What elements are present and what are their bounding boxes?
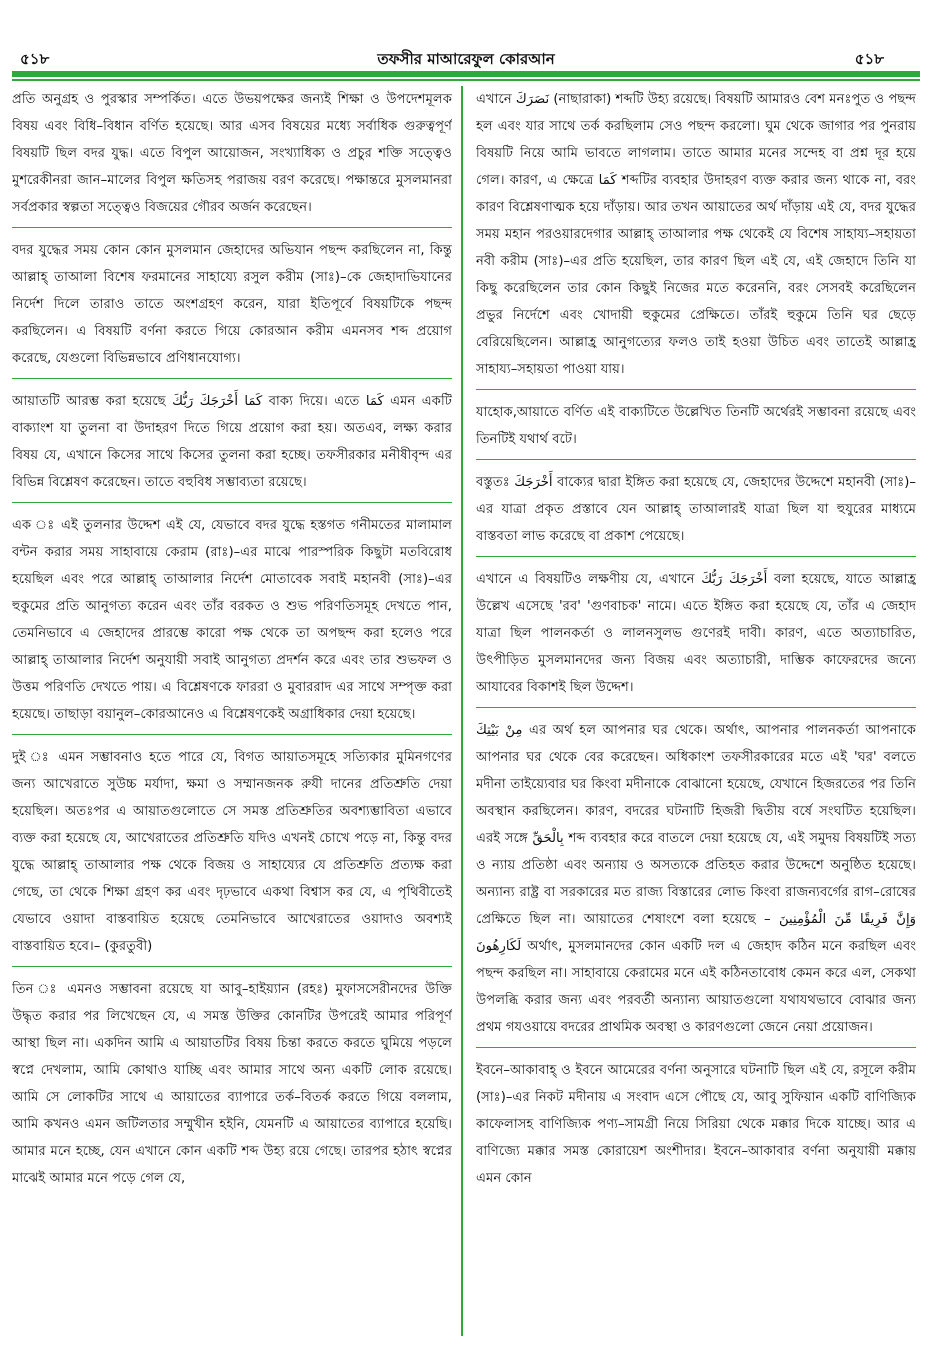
paragraph: যাহোক,আয়াতে বর্ণিত এই বাক্যটিতে উল্লেখিত তিনটি অর্থেরই সম্ভাবনা রয়েছে এবং তিনটিই যথার্থ বটে। [476, 399, 916, 460]
left-column [12, 86, 452, 1336]
paragraph: প্রতি অনুগ্রহ ও পুরস্কার সম্পর্কিত। এতে উভয়পক্ষের জন্যই শিক্ষা ও উপদেশমূলক বিষয় এবং বিধি–বিধান বর্ণিত হয়েছে। আর এসব বিষয়ের মধ্যে সর্বাধিক গুরুত্বপূর্ণ বিষয়টি ছিল বদর যুদ্ধ। এতে বিপুল আয়োজন, সংখ্যাধিক্য ও প্রচুর শক্তি সত্ত্বেও মুশরেকীনরা জান–মালের বিপুল ক্ষতিসহ পরাজয় বরণ করেছে। পক্ষান্তরে মুসলমানরা সর্বপ্রকার স্বল্পতা সত্ত্বেও বিজয়ের গৌরব অর্জন করেছেন। [12, 86, 452, 228]
paragraph: ইবনে–আকাবাহ্ ও ইবনে আমেরের বর্ণনা অনুসারে ঘটনাটি ছিল এই যে, রসূলে করীম (সাঃ)–এর নিকট মদীনায় এ সংবাদ এসে পৌছে যে, আবু সুফিয়ান একটি বাণিজ্যিক কাফেলাসহ বাণিজ্যিক পণ্য–সামগ্রী নিয়ে সিরিয়া থেকে মক্কার দিকে যাচ্ছে। আর এ বাণিজ্যে মক্কার সমস্ত কোরায়েশ অংশীদার। ইবনে–আকাবার বর্ণনা অনুযায়ী মক্কায় এমন কোন [476, 1063, 916, 1186]
text-columns [0, 86, 932, 1336]
paragraph: দুই ঃ এমন সম্ভাবনাও হতে পারে যে, বিগত আয়াতসমূহে সত্যিকার মুমিনগণের জন্য আখেরাতে সুউচ্চ মর্যাদা, ক্ষমা ও সম্মানজনক রুযী দানের প্রতিশ্রুতি দেয়া হয়েছিল। অতঃপর এ আয়াতগুলোতে সে সমস্ত প্রতিশ্রুতির অবশ্যম্ভাবিতা এভাবে ব্যক্ত করা হয়েছে যে, আখেরাতের প্রতিশ্রুতি যদিও এখনই চোখে পড়ে না, কিন্তু বদর যুদ্ধে আল্লাহ্ তাআলার পক্ষ থেকে বিজয় ও সাহায্যের যে প্রতিশ্রুতি প্রত্যক্ষ করা গেছে, তা থেকে শিক্ষা গ্রহণ কর এবং দৃঢ়ভাবে একথা বিশ্বাস কর যে, এ পৃথিবীতেই যেভাবে ওয়াদা বাস্তবায়িত হয়েছে তেমনিভাবে আখেরাতের ওয়াদাও অবশ্যই বাস্তবায়িত হবে।– (কুরতুবী) [12, 744, 452, 967]
paragraph: مِنْ بَيْتِكَ এর অর্থ হল আপনার ঘর থেকে। অর্থাৎ, আপনার পালনকর্তা আপনাকে আপনার ঘর থেকে বের করেছেন। অধিকাংশ তফসীরকারের মতে এই 'ঘর' বলতে মদীনা তাইয়্যেবার ঘর কিংবা মদীনাকে বোঝানো হয়েছে, যেখানে হিজরতের পর তিনি অবস্থান করছিলেন। কারণ, বদরের ঘটনাটি হিজরী দ্বিতীয় বর্ষে সংঘটিত হয়েছিল। এরই সঙ্গে بِالْحَقِّ শব্দ ব্যবহার করে বাতলে দেয়া হয়েছে যে, এই সমুদয় বিষয়টিই সত্য ও ন্যায় প্রতিষ্ঠা এবং অন্যায় ও অসত্যকে প্রতিহত করার উদ্দেশে অনুষ্ঠিত হয়েছে। অন্যান্য রাষ্ট্র বা সরকারের মত রাজ্য বিস্তারের লোভ কিংবা রাজন্যবর্গের রাগ–রোষের প্রেক্ষিতে ছিল না। আয়াতের শেষাংশে বলা হয়েছে – وَإِنَّ فَرِيقًا مِّنَ الْمُؤْمِنِينَ لَكَارِهُونَ অর্থাৎ, মুসলমানদের কোন একটি দল এ জেহাদ কঠিন মনে করছিল এবং পছন্দ করছিল না। সাহাবায়ে কেরামের মনে এই কঠিনতাবোধ কেমন করে এল, সেকথা উপলব্ধি করার জন্য এবং পরবর্তী অন্যান্য আয়াতগুলো যথাযথভাবে বোঝার জন্য প্রথম গযওয়ায়ে বদরের প্রাথমিক অবস্থা ও কারণগুলো জেনে নেয়া প্রয়োজন। [476, 717, 916, 1048]
paragraph: তিন ঃ এমনও সম্ভাবনা রয়েছে যা আবু–হাইয়্যান (রহঃ) মুফাসসেরীনদের উক্তি উদ্ধৃত করার পর লিখেছেন যে, এ সমস্ত উক্তির কোনটির উপরেই আমার পরিপূর্ণ আস্থা ছিল না। একদিন আমি এ আয়াতটির বিষয় চিন্তা করতে করতে ঘুমিয়ে পড়লে স্বপ্নে দেখলাম, আমি কোথাও যাচ্ছি এবং আমার সাথে অন্য একটি লোক রয়েছে। আমি সে লোকটির সাথে এ আয়াতের ব্যাপারে তর্ক–বিতর্ক করতে গিয়ে বললাম, আমি কখনও এমন জটিলতার সম্মুখীন হইনি, যেমনটি এ আয়াতের ব্যাপারে হয়েছি। আমার মনে হচ্ছে, যেন এখানে কোন একটি শব্দ উহ্য রয়ে গেছে। তারপর হঠাৎ স্বপ্নের মাঝেই আমার মনে পড়ে গেল যে, [12, 982, 452, 1186]
page-number-left: ৫১৮ [20, 50, 50, 68]
header-rule [12, 71, 920, 77]
page-number-right: ৫১৮ [854, 50, 884, 68]
running-title: তফসীর মাআরেফুল কোরআন [377, 50, 555, 68]
paragraph: আয়াতটি আরম্ভ করা হয়েছে كَمَا أَخْرَجَكَ رَبُّكَ বাক্য দিয়ে। এতে كَمَا এমন একটি বাক্যাংশ যা তুলনা বা উদাহরণ দিতে গিয়ে প্রয়োগ করা হয়। অতএব, লক্ষ্য করার বিষয় যে, এখানে কিসের সাথে কিসের তুলনা করা হচ্ছে। তফসীরকার মনীষীবৃন্দ এর বিভিন্ন বিশ্লেষণ করেছেন। তাতে বহুবিধ সম্ভাব্যতা রয়েছে। [12, 388, 452, 503]
paragraph: বস্তুতঃ أَخْرَجَكَ বাক্যের দ্বারা ইঙ্গিত করা হয়েছে যে, জেহাদের উদ্দেশে মহানবী (সাঃ)–এর যাত্রা প্রকৃত প্রস্তাবে যেন আল্লাহ্ তাআলারই যাত্রা ছিল যা হুযুরের মাধ্যমে বাস্তবতা লাভ করেছে বা প্রকাশ পেয়েছে। [476, 469, 916, 557]
paragraph: এখানে نَصَرَكَ (নাছারাকা) শব্দটি উহ্য রয়েছে। বিষয়টি আমারও বেশ মনঃপুত ও পছন্দ হল এবং যার সাথে তর্ক করছিলাম সেও পছন্দ করলো। ঘুম থেকে জাগার পর পুনরায় বিষয়টি নিয়ে আমি ভাবতে লাগলাম। তাতে আমার মনের সন্দেহ বা প্রশ্ন দূর হয়ে গেল। কারণ, এ ক্ষেত্রে كَمَا শব্দটির ব্যবহার উদাহরণ ব্যক্ত করার জন্য থাকে না, বরং কারণ বিশ্লেষণাত্মক হয়ে দাঁড়ায়। আর তখন আয়াতের অর্থ দাঁড়ায় এই যে, বদর যুদ্ধের সময় মহান পরওয়ারদেগার আল্লাহ্ তাআলার পক্ষ থেকেই যে বিশেষ সাহায্য–সহায়তা নবী করীম (সাঃ)–এর প্রতি হয়েছিল, তার কারণ ছিল এই যে, এই জেহাদে তিনি যা কিছু করেছিলেন তার কোন কিছুই নিজের মতে করেননি, বরং সেসবই করেছিলেন প্রভুর নির্দেশে এবং খোদায়ী হুকুমের প্রেক্ষিতে। তাঁরই হুকুমে তিনি ঘর ছেড়ে বেরিয়েছিলেন। আল্লাহ্র আনুগত্যের ফলও তাই হওয়া উচিত এবং তাতেই আল্লাহ্র সাহায্য–সহায়তা পাওয়া যায়। [476, 86, 916, 390]
paragraph: এক ঃ এই তুলনার উদ্দেশ এই যে, যেভাবে বদর যুদ্ধে হস্তগত গনীমতের মালামাল বন্টন করার সময় সাহাবায়ে কেরাম (রাঃ)–এর মাঝে পারস্পরিক কিছুটা মতবিরোধ হয়েছিল এবং পরে আল্লাহ্ তাআলার নির্দেশ মোতাবেক সবাই মহানবী (সাঃ)–এর হুকুমের প্রতি আনুগত্য করেন এবং তাঁর বরকত ও শুভ পরিণতিসমূহ দেখতে পান, তেমনিভাবে এ জেহাদের প্রারম্ভে কারো পক্ষ থেকে তা অপছন্দ করা হলেও পরে আল্লাহ্ তাআলার নির্দেশ অনুযায়ী সবাই আনুগত্য প্রদর্শন করে এবং তার শুভফল ও উত্তম পরিণতি দেখতে পায়। এ বিশ্লেষণকে ফাররা ও মুবাররাদ এর সাথে সম্পৃক্ত করা হয়েছে। তাছাড়া বয়ানুল–কোরআনেও এ বিশ্লেষণকেই অগ্রাধিকার দেয়া হয়েছে। [12, 512, 452, 735]
column-divider [461, 86, 463, 1336]
header-rule-thin [12, 79, 920, 81]
right-column [476, 86, 916, 1336]
paragraph: এখানে এ বিষয়টিও লক্ষণীয় যে, এখানে أَخْرَجَكَ رَبُّكَ বলা হয়েছে, যাতে আল্লাহ্র উল্লেখ এসেছে 'রব' 'গুণবাচক' নামে। এতে ইঙ্গিত করা হয়েছে যে, তাঁর এ জেহাদ যাত্রা ছিল পালনকর্তা ও লালনসুলভ গুণেরই দাবী। কারণ, এতে অত্যাচারিত, উৎপীড়িত মুসলমানদের জন্য বিজয় এবং অত্যাচারী, দাম্ভিক কাফেরদের জন্যে আযাবের বিকাশই ছিল উদ্দেশ। [476, 566, 916, 708]
paragraph: বদর যুদ্ধের সময় কোন কোন মুসলমান জেহাদের অভিযান পছন্দ করছিলেন না, কিন্তু আল্লাহ্ তাআলা বিশেষ ফরমানের সাহায্যে রসুল করীম (সাঃ)–কে জেহাদাভিযানের নির্দেশ দিলে তারাও তাতে অংশগ্রহণ করেন, যারা ইতিপূর্বে বিষয়টিকে পছন্দ করছিলেন। এ বিষয়টি বর্ণনা করতে গিয়ে কোরআন করীম এমনসব শব্দ প্রয়োগ করেছে, যেগুলো বিভিন্নভাবে প্রণিধানযোগ্য। [12, 237, 452, 379]
